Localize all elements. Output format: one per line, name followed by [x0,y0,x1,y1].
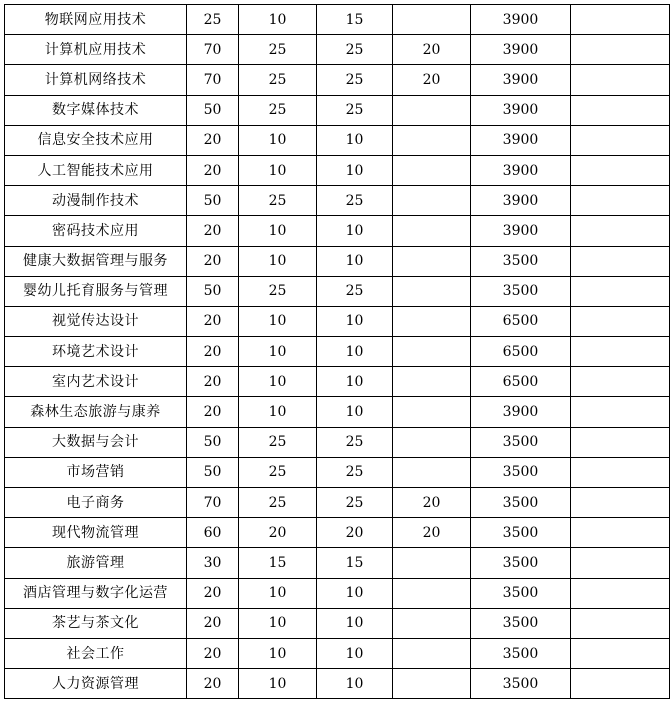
tuition-fee: 3500 [471,548,571,578]
plan-count-c [393,276,471,306]
remark [571,186,670,216]
major-name: 数字媒体技术 [5,95,187,125]
plan-count-a: 10 [239,5,317,35]
tuition-fee: 3500 [471,427,571,457]
major-name: 现代物流管理 [5,518,187,548]
tuition-fee: 3500 [471,578,571,608]
plan-total: 50 [187,186,239,216]
plan-count-b: 15 [317,548,393,578]
plan-count-b: 10 [317,246,393,276]
plan-count-a: 10 [239,306,317,336]
major-name: 电子商务 [5,488,187,518]
table-row [5,125,670,155]
plan-total: 50 [187,427,239,457]
plan-count-a: 25 [239,186,317,216]
plan-total: 20 [187,578,239,608]
tuition-fee: 3900 [471,216,571,246]
tuition-fee: 3900 [471,155,571,185]
plan-count-b: 10 [317,638,393,668]
plan-total: 50 [187,457,239,487]
plan-count-b: 10 [317,306,393,336]
plan-total: 20 [187,216,239,246]
table-row [5,276,670,306]
remark [571,488,670,518]
plan-count-a: 10 [239,608,317,638]
remark [571,306,670,336]
plan-count-c [393,669,471,699]
tuition-fee: 3900 [471,35,571,65]
plan-count-c [393,95,471,125]
plan-count-b: 25 [317,276,393,306]
plan-count-c: 20 [393,35,471,65]
tuition-fee: 3500 [471,638,571,668]
plan-total: 20 [187,337,239,367]
plan-count-a: 25 [239,427,317,457]
plan-count-b: 25 [317,457,393,487]
remark [571,65,670,95]
plan-count-c [393,5,471,35]
plan-count-c [393,186,471,216]
plan-count-c [393,638,471,668]
table-row [5,5,670,35]
remark [571,35,670,65]
plan-count-c: 20 [393,518,471,548]
table-row [5,35,670,65]
plan-total: 20 [187,638,239,668]
remark [571,125,670,155]
plan-count-c [393,367,471,397]
table-row [5,65,670,95]
plan-total: 20 [187,669,239,699]
remark [571,397,670,427]
remark [571,276,670,306]
major-name: 健康大数据管理与服务 [5,246,187,276]
remark [571,155,670,185]
tuition-fee: 3500 [471,669,571,699]
plan-count-b: 25 [317,488,393,518]
plan-count-a: 25 [239,65,317,95]
table-row [5,246,670,276]
plan-count-b: 25 [317,35,393,65]
plan-count-b: 25 [317,95,393,125]
remark [571,246,670,276]
plan-count-c [393,397,471,427]
plan-count-c [393,608,471,638]
remark [571,608,670,638]
major-name: 信息安全技术应用 [5,125,187,155]
table-row [5,457,670,487]
major-name: 计算机网络技术 [5,65,187,95]
major-name: 森林生态旅游与康养 [5,397,187,427]
plan-count-c [393,246,471,276]
table-row [5,337,670,367]
remark [571,548,670,578]
tuition-fee: 3900 [471,5,571,35]
table-row [5,548,670,578]
tuition-fee: 3900 [471,125,571,155]
plan-total: 60 [187,518,239,548]
plan-total: 50 [187,276,239,306]
table-row [5,186,670,216]
tuition-fee: 3500 [471,457,571,487]
plan-count-b: 10 [317,669,393,699]
plan-count-b: 10 [317,397,393,427]
major-name: 酒店管理与数字化运营 [5,578,187,608]
major-name: 物联网应用技术 [5,5,187,35]
plan-count-a: 10 [239,669,317,699]
table-row [5,427,670,457]
plan-count-a: 10 [239,125,317,155]
remark [571,518,670,548]
table-row [5,669,670,699]
plan-count-c [393,457,471,487]
tuition-fee: 3500 [471,488,571,518]
table-row [5,155,670,185]
enrollment-plan-table [4,4,670,699]
table-row [5,638,670,668]
major-name: 社会工作 [5,638,187,668]
plan-total: 20 [187,155,239,185]
plan-count-a: 10 [239,216,317,246]
plan-total: 25 [187,5,239,35]
major-name: 室内艺术设计 [5,367,187,397]
plan-total: 70 [187,488,239,518]
plan-count-c [393,216,471,246]
plan-total: 20 [187,397,239,427]
plan-count-c [393,155,471,185]
plan-count-b: 15 [317,5,393,35]
tuition-fee: 6500 [471,367,571,397]
plan-count-a: 10 [239,246,317,276]
plan-count-a: 25 [239,457,317,487]
plan-count-b: 10 [317,155,393,185]
plan-total: 30 [187,548,239,578]
plan-count-b: 10 [317,367,393,397]
table-row [5,397,670,427]
remark [571,578,670,608]
plan-count-c [393,125,471,155]
plan-count-a: 10 [239,578,317,608]
remark [571,5,670,35]
remark [571,367,670,397]
plan-count-a: 10 [239,155,317,185]
tuition-fee: 3500 [471,276,571,306]
plan-count-a: 10 [239,337,317,367]
plan-count-b: 20 [317,518,393,548]
table-row [5,518,670,548]
plan-total: 70 [187,65,239,95]
plan-count-a: 15 [239,548,317,578]
table-row [5,608,670,638]
table-row [5,578,670,608]
tuition-fee: 6500 [471,306,571,336]
plan-count-b: 10 [317,608,393,638]
major-name: 人工智能技术应用 [5,155,187,185]
remark [571,427,670,457]
major-name: 动漫制作技术 [5,186,187,216]
remark [571,216,670,246]
table-row [5,216,670,246]
plan-total: 20 [187,608,239,638]
plan-count-b: 25 [317,427,393,457]
major-name: 计算机应用技术 [5,35,187,65]
plan-count-a: 10 [239,397,317,427]
tuition-fee: 3900 [471,65,571,95]
tuition-fee: 3500 [471,518,571,548]
plan-total: 20 [187,306,239,336]
table-row [5,367,670,397]
plan-count-b: 25 [317,186,393,216]
remark [571,669,670,699]
plan-count-a: 25 [239,488,317,518]
plan-total: 20 [187,367,239,397]
plan-count-c [393,548,471,578]
tuition-fee: 6500 [471,337,571,367]
plan-count-c [393,578,471,608]
tuition-fee: 3900 [471,95,571,125]
plan-count-a: 25 [239,276,317,306]
plan-count-c [393,427,471,457]
major-name: 密码技术应用 [5,216,187,246]
tuition-fee: 3500 [471,246,571,276]
plan-count-a: 20 [239,518,317,548]
plan-count-c: 20 [393,488,471,518]
tuition-fee: 3900 [471,397,571,427]
remark [571,337,670,367]
major-name: 茶艺与茶文化 [5,608,187,638]
plan-count-b: 10 [317,216,393,246]
plan-count-b: 10 [317,125,393,155]
tuition-fee: 3900 [471,186,571,216]
table-row [5,95,670,125]
table-row [5,488,670,518]
plan-total: 70 [187,35,239,65]
plan-total: 20 [187,125,239,155]
tuition-fee: 3500 [471,608,571,638]
plan-count-a: 10 [239,367,317,397]
major-name: 大数据与会计 [5,427,187,457]
major-name: 环境艺术设计 [5,337,187,367]
plan-count-c: 20 [393,65,471,95]
plan-count-b: 10 [317,578,393,608]
plan-count-c [393,337,471,367]
major-name: 市场营销 [5,457,187,487]
plan-count-a: 25 [239,35,317,65]
plan-count-b: 10 [317,337,393,367]
plan-count-a: 10 [239,638,317,668]
remark [571,638,670,668]
table-row [5,306,670,336]
plan-count-b: 25 [317,65,393,95]
plan-total: 50 [187,95,239,125]
major-name: 视觉传达设计 [5,306,187,336]
remark [571,457,670,487]
plan-count-a: 25 [239,95,317,125]
remark [571,95,670,125]
major-name: 旅游管理 [5,548,187,578]
major-name: 婴幼儿托育服务与管理 [5,276,187,306]
major-name: 人力资源管理 [5,669,187,699]
plan-count-c [393,306,471,336]
plan-total: 20 [187,246,239,276]
